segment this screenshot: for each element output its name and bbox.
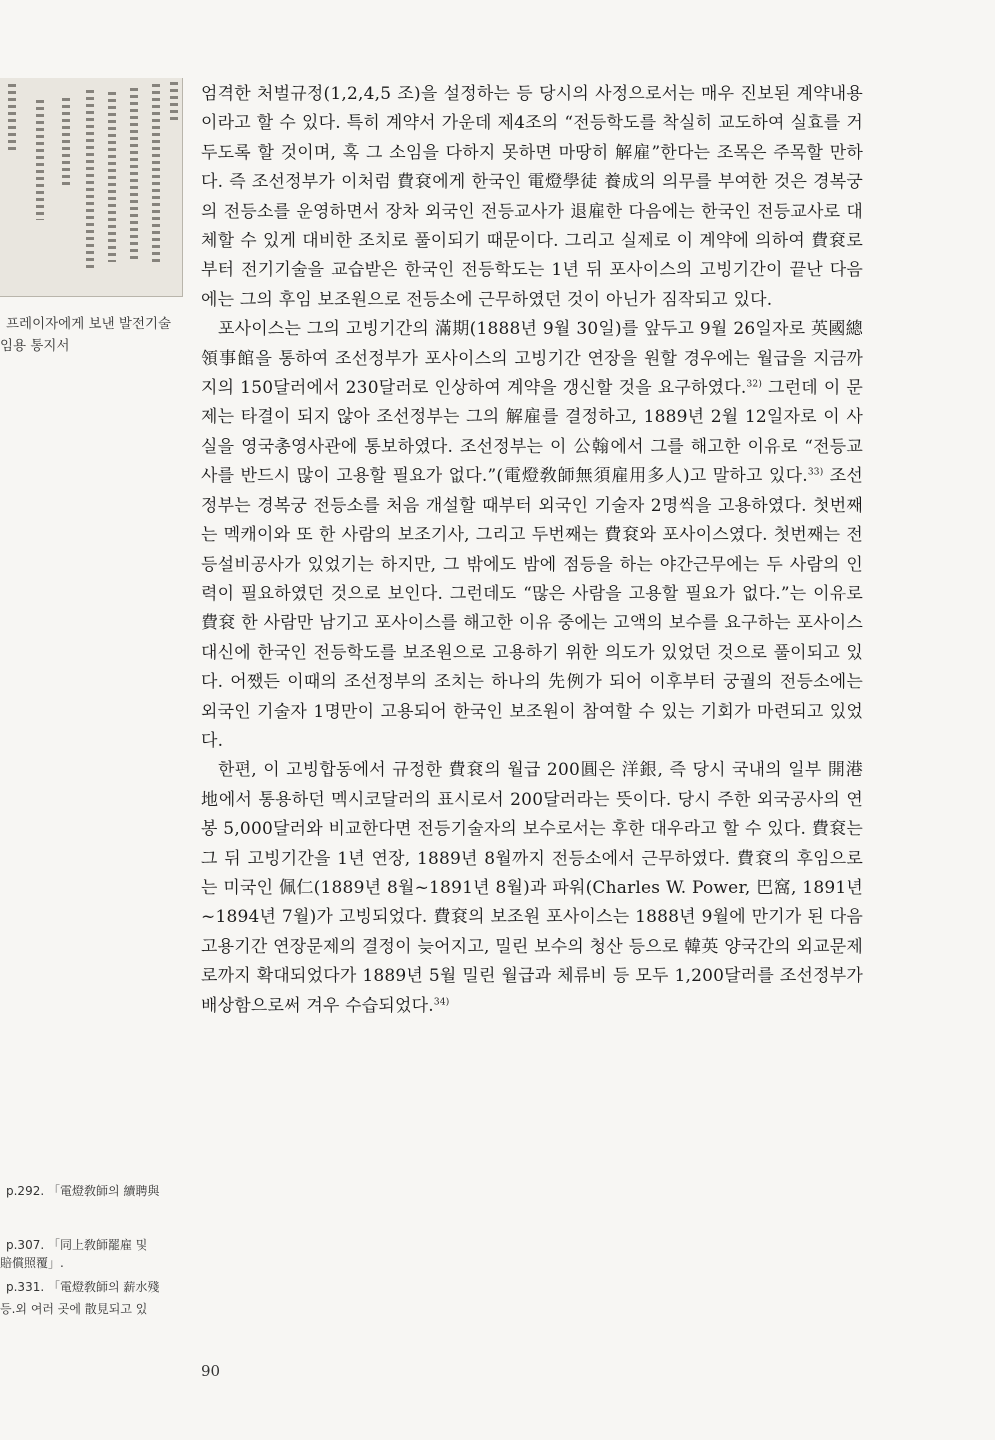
footnote-marker: 33) [807,467,824,478]
footnote-line: p.331. 「電燈敎師의 薪水殘 [6,1280,160,1294]
paragraph-2 [201,315,863,756]
letter-text-column [62,98,70,188]
letter-text-column [8,84,16,154]
footnote-line: 賠償照覆」. [0,1256,64,1270]
paragraph-text: 조선정부는 경복궁 전등소를 처음 개설할 때부터 외국인 기술자 2명씩을 고용하였다. 첫번째는 멕캐이와 또 한 사람의 보조기사, 그리고 두번째는 費袞와 포사이스였다. 첫번째는 전등설비공사가 있었기는 하지만, 그 밖에도 밤에 점등을 하는 야간근무에는 두 사람의 인력이 필요하였던 것으로 보인다. 그런데도 “많은 사람을 고용할 필요가 없다.”는 이유로 費袞 한 사람만 남기고 포사이스를 해고한 이유 중에는 고액의 보수를 요구하는 포사이스 대신에 한국인 전등학도를 보조원으로 고용하기 위한 의도가 있었던 것으로 풀이되고 있다. 어쨌든 이때의 조선정부의 조치는 하나의 先例가 되어 이후부터 궁궐의 전등소에는 외국인 기술자 1명만이 고용되어 한국인 보조원이 참여할 수 있는 기회가 마련되고 있었다. [201,466,863,751]
letter-text-column [170,82,178,122]
footnote-line: 등.외 여러 곳에 散見되고 있 [0,1302,148,1316]
body-text [201,80,863,1021]
letter-text-column [130,88,138,263]
paragraph-text: 엄격한 처벌규정(1,2,4,5 조)을 설정하는 등 당시의 사정으로서는 매우 진보된 계약내용이라고 할 수 있다. 특히 계약서 가운데 제4조의 “전등학도를 착실히 교도하여 실효를 거두도록 할 것이며, 혹 그 소임을 다하지 못하면 마땅히 解雇”한다는 조목은 주목할 만하다. 즉 조선정부가 이처럼 費袞에게 한국인 電燈學徒 養成의 의무를 부여한 것은 경복궁의 전등소를 운영하면서 장차 외국인 전등교사가 退雇한 다음에는 한국인 전등교사로 대체할 수 있게 대비한 조치로 풀이되기 때문이다. 그리고 실제로 이 계약에 의하여 費袞로부터 전기기술을 교습받은 한국인 전등학도는 1년 뒤 포사이스의 고빙기간이 끝난 다음에는 그의 후임 보조원으로 전등소에 근무하였던 것이 아닌가 짐작되고 있다. [201,84,863,310]
letter-text-column [152,84,160,264]
footnote-line: p.292. 「電燈敎師의 續聘與 [6,1184,160,1198]
footnote-marker: 32) [746,379,763,390]
appointment-letter-image [0,78,183,297]
paragraph-3 [201,756,863,1021]
letter-text-column [36,100,44,220]
footnote-line: p.307. 「同上敎師罷雇 및 [6,1238,148,1252]
page-number: 90 [201,1362,221,1380]
letter-text-column [86,90,94,270]
paragraph-1 [201,80,863,315]
paragraph-text: 그런데 이 문제는 타결이 되지 않아 조선정부는 그의 解雇를 결정하고, 1889년 2월 12일자로 이 사실을 영국총영사관에 통보하였다. 조선정부는 이 公翰에서 그를 해고한 이유로 “전등교사를 반드시 많이 고용할 필요가 없다.”(電燈敎師無須雇用多人)고 말하고 있다. [201,378,864,487]
caption-line-2: 임용 통지서 [0,338,70,354]
caption-line-1: 프레이자에게 보낸 발전기술 [6,316,172,332]
paragraph-text: 포사이스는 그의 고빙기간의 滿期(1888년 9월 30일)를 앞두고 9월 26일자로 英國總領事館을 통하여 조선정부가 포사이스의 고빙기간 연장을 원할 경우에는 월급을 지금까지의 150달러에서 230달러로 인상하여 계약을 갱신할 것을 요구하였다. [201,319,863,399]
letter-text-column [108,92,116,262]
figure-caption [0,313,188,357]
paragraph-text: 한편, 이 고빙합동에서 규정한 費袞의 월급 200圓은 洋銀, 즉 당시 국내의 일부 開港地에서 통용하던 멕시코달러의 표시로서 200달러라는 뜻이다. 당시 주한 외국공사의 연봉 5,000달러와 비교한다면 전등기술자의 보수로서는 후한 대우라고 할 수 있다. 費袞는 그 뒤 고빙기간을 1년 연장, 1889년 8월까지 전등소에서 근무하였다. 費袞의 후임으로는 미국인 佩仁(1889년 8월~1891년 8월)과 파워(Charles W. Power, 巴窩, 1891년~1894년 7월)가 고빙되었다. 費袞의 보조원 포사이스는 1888년 9월에 만기가 된 다음 고용기간 연장문제의 결정이 늦어지고, 밀린 보수의 청산 등으로 韓英 양국간의 외교문제로까지 확대되었다가 1889년 5월 밀린 월급과 체류비 등 모두 1,200달러를 조선정부가 배상함으로써 겨우 수습되었다. [201,760,863,1016]
footnote-marker: 34) [433,996,450,1007]
